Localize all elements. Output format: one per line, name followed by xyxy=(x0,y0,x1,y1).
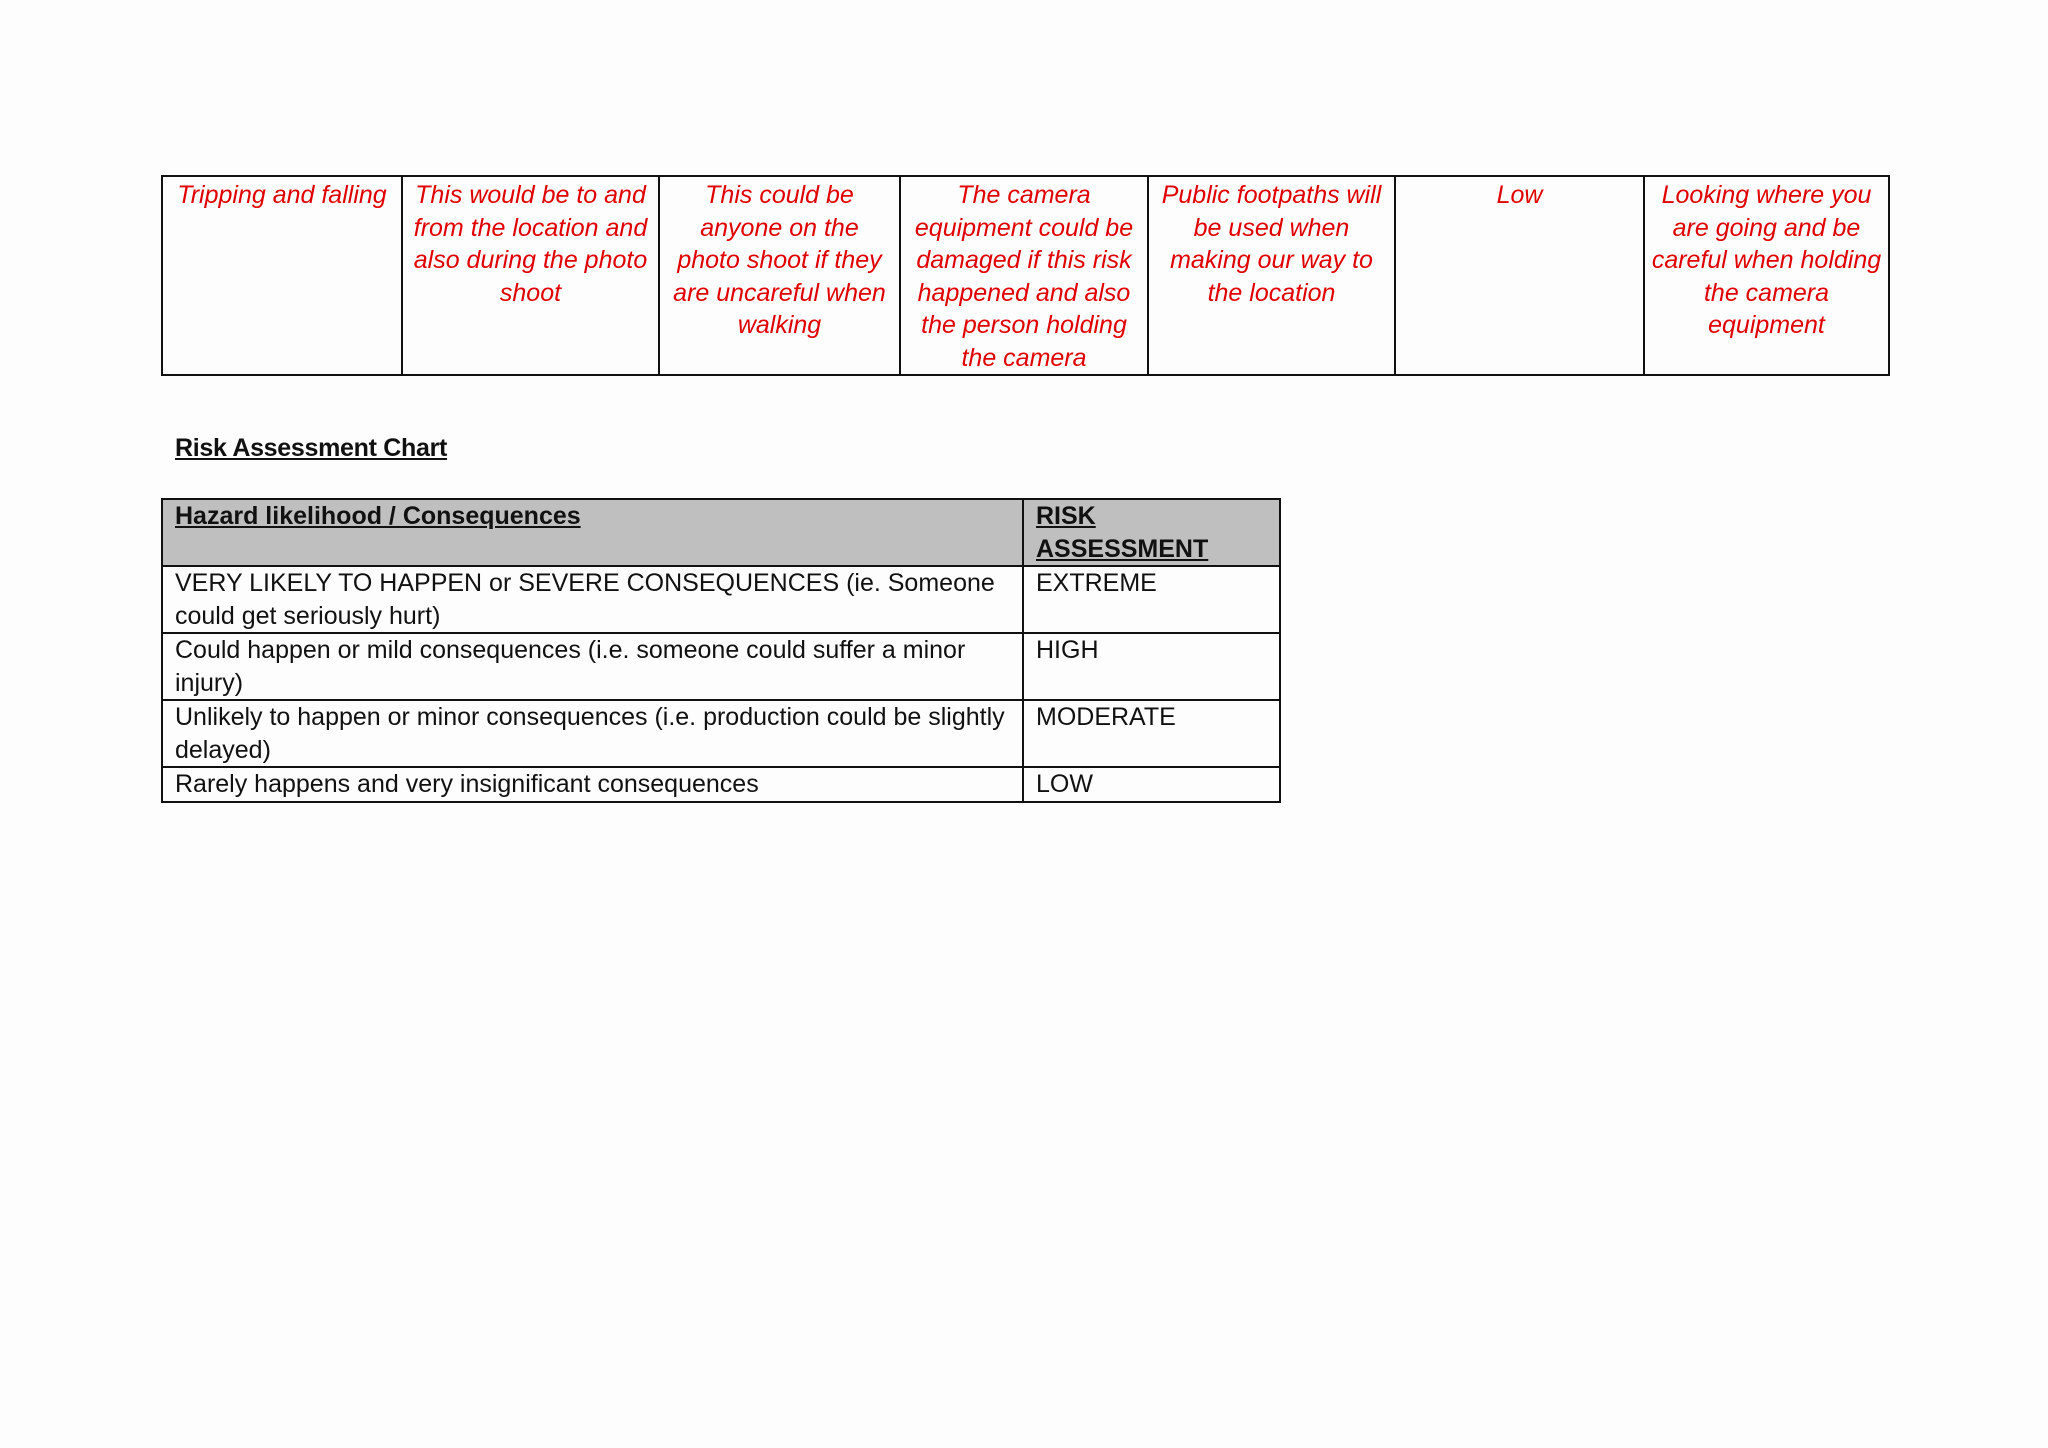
notes-cell: Public footpaths will be used when making our way to the location xyxy=(1148,176,1395,375)
risk-level: LOW xyxy=(1023,767,1280,802)
consequence-cell: The camera equipment could be damaged if this risk happened and also the person holding the camera xyxy=(900,176,1148,375)
table-header-row xyxy=(162,499,1280,566)
risk-chart-title: Risk Assessment Chart xyxy=(175,434,448,462)
likelihood-description: Rarely happens and very insignificant consequences xyxy=(162,767,1023,802)
table-row xyxy=(162,566,1280,633)
likelihood-description: Could happen or mild consequences (i.e. someone could suffer a minor injury) xyxy=(162,633,1023,700)
table-row xyxy=(162,633,1280,700)
likelihood-description: Unlikely to happen or minor consequences (i.e. production could be slightly delayed) xyxy=(162,700,1023,767)
column-header: Hazard likelihood / Consequences xyxy=(162,499,1023,566)
precaution-cell: Looking where you are going and be careful when holding the camera equipment xyxy=(1644,176,1889,375)
hazard-table xyxy=(161,175,1890,376)
table-row xyxy=(162,700,1280,767)
risk-level-cell: Low xyxy=(1395,176,1644,375)
who-at-risk-cell: This could be anyone on the photo shoot if they are uncareful when walking xyxy=(659,176,900,375)
risk-level: MODERATE xyxy=(1023,700,1280,767)
hazard-cell: Tripping and falling xyxy=(162,176,402,375)
risk-level: EXTREME xyxy=(1023,566,1280,633)
risk-level: HIGH xyxy=(1023,633,1280,700)
risk-assessment-table xyxy=(161,498,1281,803)
likelihood-description: VERY LIKELY TO HAPPEN or SEVERE CONSEQUENCES (ie. Someone could get seriously hurt) xyxy=(162,566,1023,633)
column-header: RISK ASSESSMENT xyxy=(1023,499,1280,566)
table-row xyxy=(162,767,1280,802)
location-cell: This would be to and from the location and also during the photo shoot xyxy=(402,176,659,375)
table-row xyxy=(162,176,1889,375)
